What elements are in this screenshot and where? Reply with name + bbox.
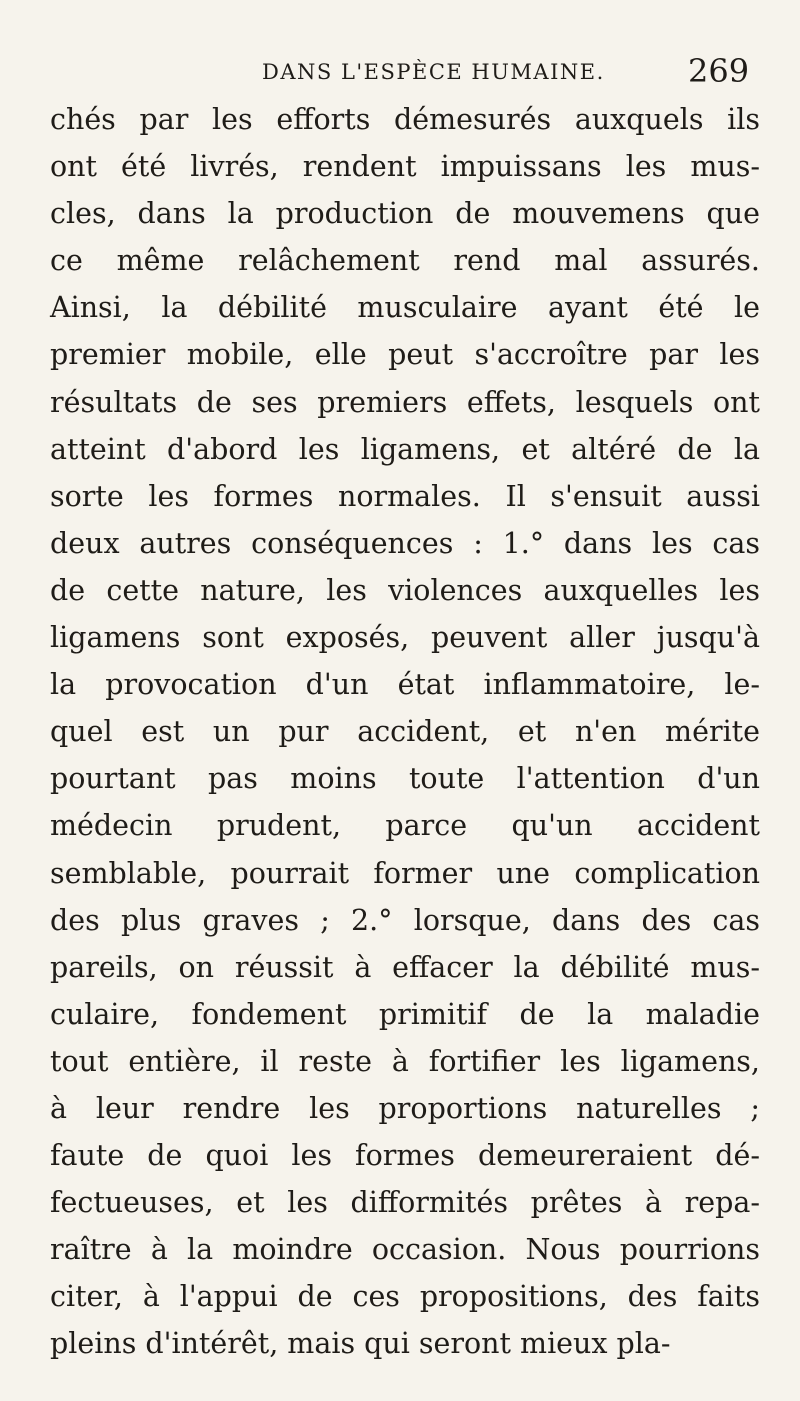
text-line: ligamens sont exposés, peuvent aller jusqu'à: [50, 621, 760, 655]
text-line: pareils, on réussit à effacer la débilité mus-: [50, 950, 760, 984]
text-line: semblable, pourrait former une complication: [50, 856, 760, 890]
text-line: ce même relâchement rend mal assurés.: [50, 244, 760, 278]
text-line: à leur rendre les proportions naturelles ;: [50, 1091, 760, 1125]
page-number: 269: [688, 52, 750, 90]
text-line: raître à la moindre occasion. Nous pourrions: [50, 1233, 760, 1267]
text-line: chés par les efforts démesurés auxquels ils: [50, 103, 760, 136]
text-line: de cette nature, les violences auxquelles les: [50, 573, 760, 607]
text-line: quel est un pur accident, et n'en mérite: [50, 715, 760, 749]
text-line: tout entière, il reste à fortifier les ligamens,: [50, 1044, 760, 1078]
text-line: ont été livrés, rendent impuissans les mus-: [50, 150, 760, 184]
text-line: pleins d'intérêt, mais qui seront mieux pla-: [50, 1327, 671, 1361]
text-line: atteint d'abord les ligamens, et altéré de la: [50, 432, 760, 466]
text-line: deux autres conséquences : 1.° dans les cas: [50, 526, 760, 560]
text-line: faute de quoi les formes demeureraient dé-: [50, 1139, 760, 1173]
running-title: DANS L'ESPÈCE HUMAINE.: [262, 60, 605, 84]
text-line: la provocation d'un état inflammatoire, le-: [50, 668, 760, 702]
text-line: culaire, fondement primitif de la maladie: [50, 997, 760, 1031]
text-line: sorte les formes normales. Il s'ensuit aussi: [50, 479, 760, 513]
text-line: fectueuses, et les difformités prêtes à repa-: [50, 1186, 760, 1220]
body-text: [50, 96, 785, 1368]
text-line: premier mobile, elle peut s'accroître par les: [50, 338, 760, 372]
text-line: des plus graves ; 2.° lorsque, dans des cas: [50, 903, 760, 937]
text-line: cles, dans la production de mouvemens que: [50, 197, 760, 231]
text-line: résultats de ses premiers effets, lesquels ont: [50, 385, 760, 419]
text-line: pourtant pas moins toute l'attention d'un: [50, 762, 760, 796]
text-line: Ainsi, la débilité musculaire ayant été le: [50, 291, 760, 325]
text-line: citer, à l'appui de ces propositions, des faits: [50, 1280, 760, 1314]
text-line: médecin prudent, parce qu'un accident: [50, 809, 760, 843]
running-head: [0, 52, 800, 100]
